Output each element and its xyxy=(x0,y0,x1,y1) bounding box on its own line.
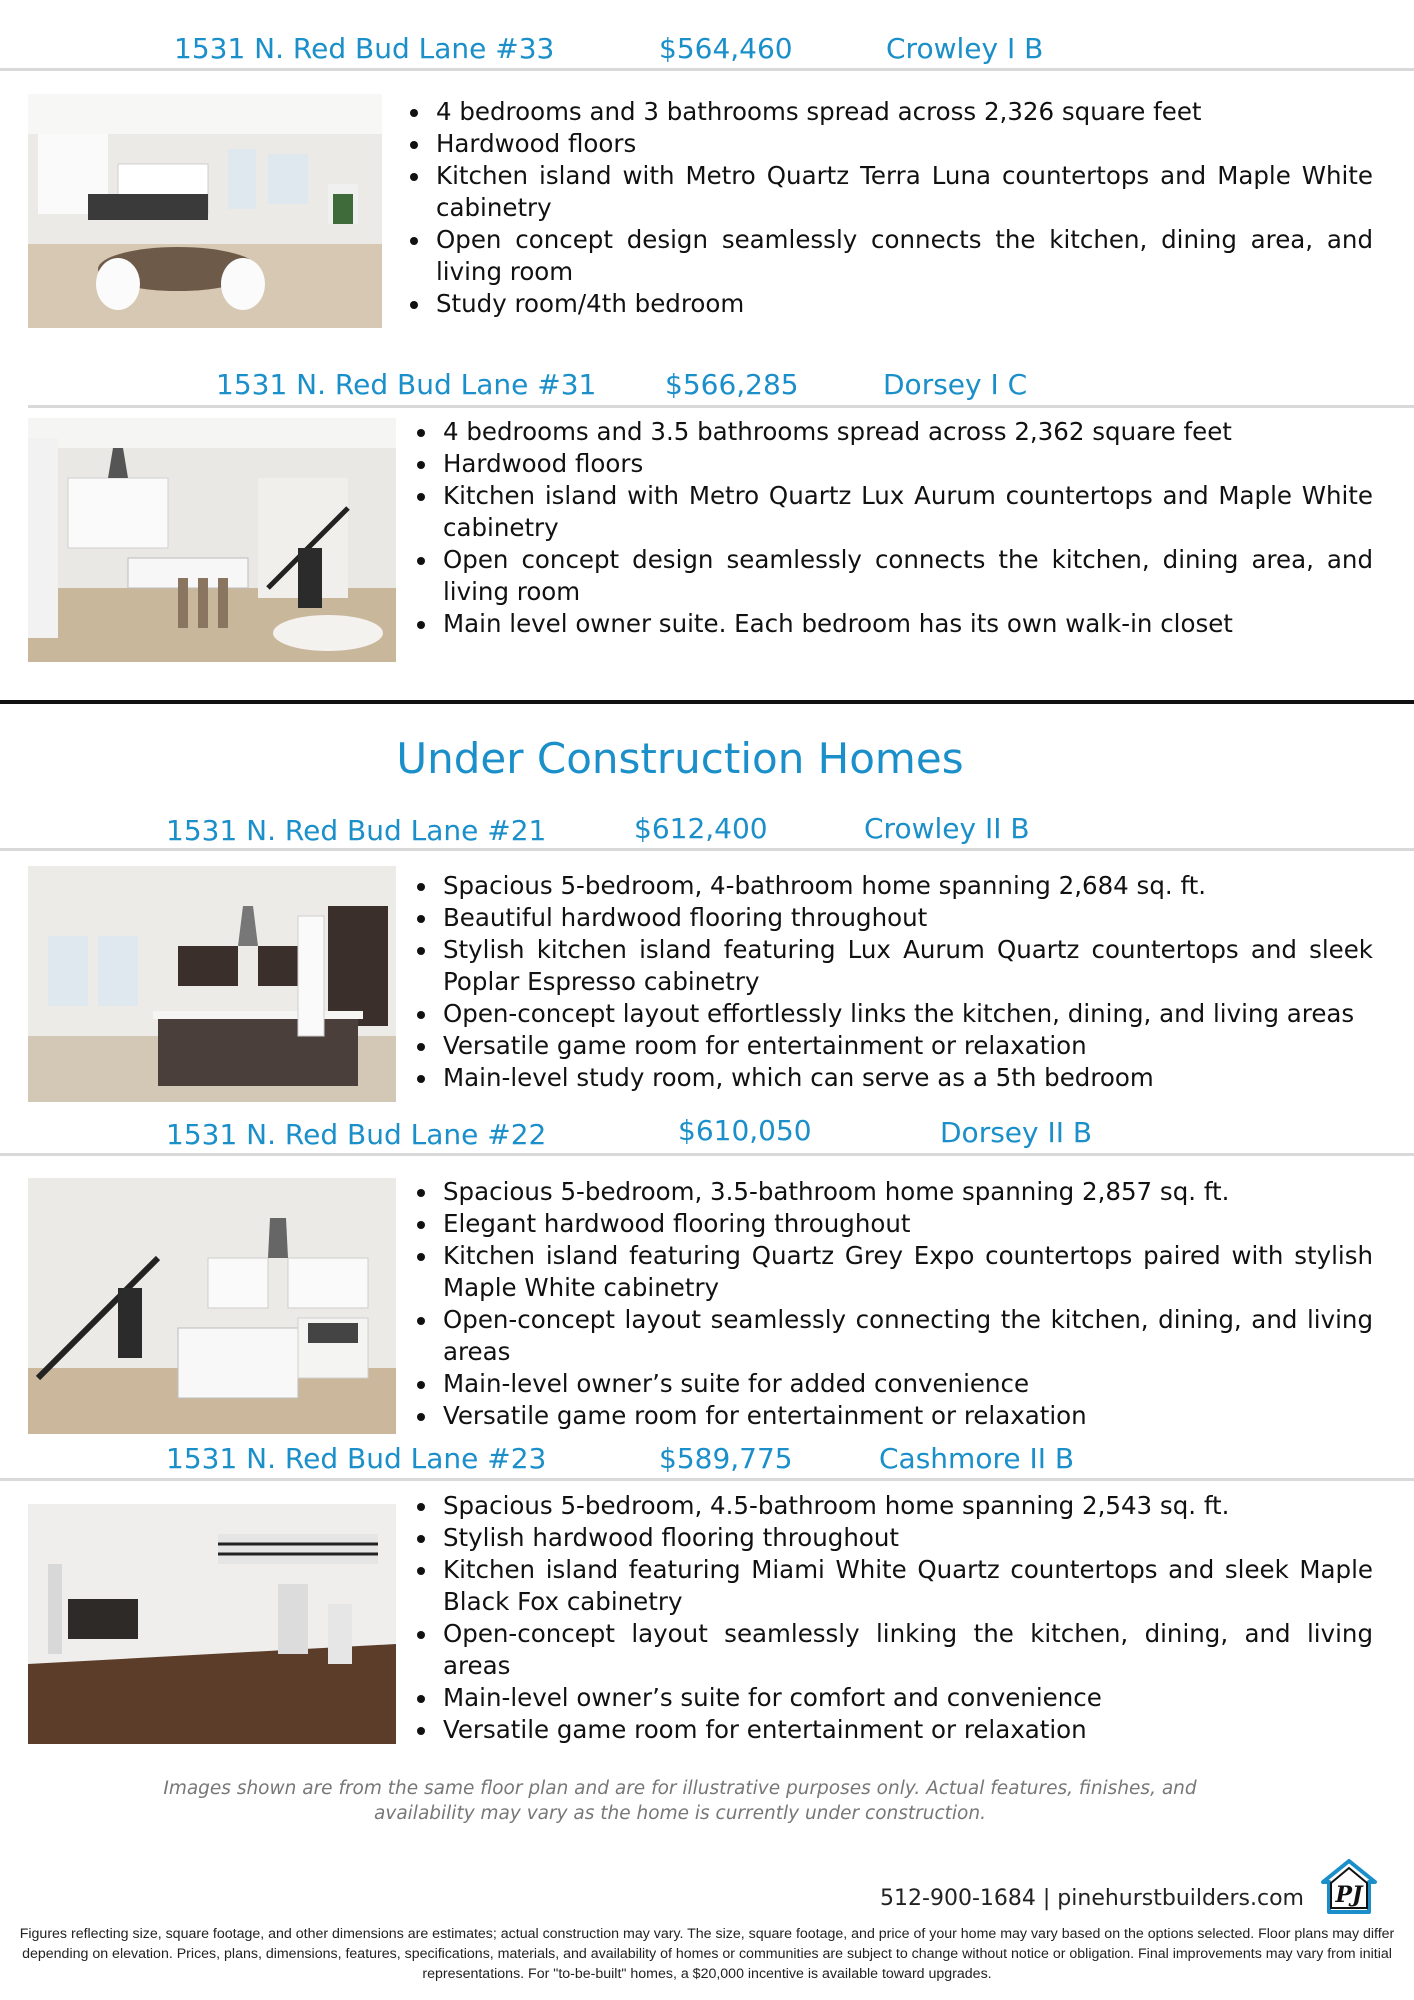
home-photo xyxy=(28,94,382,328)
listing-price: $566,285 xyxy=(665,368,799,401)
feature-item: Main-level owner’s suite for comfort and convenience xyxy=(413,1682,1373,1714)
feature-list xyxy=(413,870,1373,1094)
listing-plan: Crowley II B xyxy=(864,812,1030,845)
contact-info: 512-900-1684 | pinehurstbuilders.com xyxy=(880,1886,1304,1911)
feature-item: Versatile game room for entertainment or relaxation xyxy=(413,1030,1373,1062)
feature-item: Beautiful hardwood flooring throughout xyxy=(413,902,1373,934)
listing-plan: Crowley I B xyxy=(886,32,1044,65)
feature-item: Main-level owner’s suite for added convenience xyxy=(413,1368,1373,1400)
feature-item: Versatile game room for entertainment or relaxation xyxy=(413,1400,1373,1432)
feature-item: Open-concept layout seamlessly connecting the kitchen, dining, and living areas xyxy=(413,1304,1373,1368)
feature-item: Study room/4th bedroom xyxy=(406,288,1373,320)
listing-address: 1531 N. Red Bud Lane #23 xyxy=(166,1442,547,1475)
listing-address: 1531 N. Red Bud Lane #33 xyxy=(174,32,555,65)
listing-price: $610,050 xyxy=(678,1114,812,1147)
listing-address: 1531 N. Red Bud Lane #31 xyxy=(216,368,597,401)
home-photo xyxy=(28,866,396,1102)
logo-text: PJ xyxy=(1335,1882,1363,1908)
image-disclaimer: Images shown are from the same floor plan and are for illustrative purposes only. Actual features, finishes, and availability may vary as the home is currently under construction. xyxy=(163,1778,1197,1824)
feature-item: Stylish hardwood flooring throughout xyxy=(413,1522,1373,1554)
listing-address: 1531 N. Red Bud Lane #22 xyxy=(166,1118,547,1151)
feature-item: Kitchen island with Metro Quartz Lux Aurum countertops and Maple White cabinetry xyxy=(413,480,1373,544)
divider xyxy=(0,68,1414,71)
divider xyxy=(0,848,1414,851)
feature-item: Main-level study room, which can serve as a 5th bedroom xyxy=(413,1062,1373,1094)
feature-item: Kitchen island featuring Quartz Grey Expo countertops paired with stylish Maple White cabinetry xyxy=(413,1240,1373,1304)
feature-item: Versatile game room for entertainment or relaxation xyxy=(413,1714,1373,1746)
feature-item: Open-concept layout seamlessly linking the kitchen, dining, and living areas xyxy=(413,1618,1373,1682)
feature-list xyxy=(413,1176,1373,1432)
listing-plan: Cashmore II B xyxy=(879,1442,1075,1475)
feature-item: Kitchen island with Metro Quartz Terra Luna countertops and Maple White cabinetry xyxy=(406,160,1373,224)
home-photo xyxy=(28,1178,396,1434)
feature-list xyxy=(406,96,1373,320)
feature-item: 4 bedrooms and 3.5 bathrooms spread across 2,362 square feet xyxy=(413,416,1373,448)
listing-price: $589,775 xyxy=(659,1442,793,1475)
listing-plan: Dorsey I C xyxy=(883,368,1028,401)
listing-price: $612,400 xyxy=(634,812,768,845)
feature-item: Stylish kitchen island featuring Lux Aurum Quartz countertops and sleek Poplar Espresso cabinetry xyxy=(413,934,1373,998)
feature-list xyxy=(413,416,1373,640)
feature-item: Spacious 5-bedroom, 4.5-bathroom home spanning 2,543 sq. ft. xyxy=(413,1490,1373,1522)
feature-item: 4 bedrooms and 3 bathrooms spread across 2,326 square feet xyxy=(406,96,1373,128)
divider xyxy=(0,1153,1414,1156)
section-title: Under Construction Homes xyxy=(396,734,964,783)
listing-price: $564,460 xyxy=(659,32,793,65)
legal-fine-print: Figures reflecting size, square footage, and other dimensions are estimates; actual construction may vary. The size, square footage, and price of your home may vary based on the options selected. Floor plans may differ depending on elevation. Prices, plans, dimensions, features, specifications, materials, and availability of homes or communities are subject to change without notice or obligation. Final improvements may vary from initial representations. For "to-be-built" homes, a $20,000 incentive is available toward upgrades. xyxy=(19,1926,1395,1982)
feature-item: Hardwood floors xyxy=(406,128,1373,160)
feature-item: Open-concept layout effortlessly links the kitchen, dining, and living areas xyxy=(413,998,1373,1030)
feature-item: Spacious 5-bedroom, 4-bathroom home spanning 2,684 sq. ft. xyxy=(413,870,1373,902)
company-logo xyxy=(1320,1858,1378,1916)
feature-item: Open concept design seamlessly connects the kitchen, dining area, and living room xyxy=(413,544,1373,608)
listing-plan: Dorsey II B xyxy=(940,1116,1093,1149)
feature-item: Spacious 5-bedroom, 3.5-bathroom home spanning 2,857 sq. ft. xyxy=(413,1176,1373,1208)
divider xyxy=(28,405,1414,408)
feature-item: Open concept design seamlessly connects the kitchen, dining area, and living room xyxy=(406,224,1373,288)
feature-item: Kitchen island featuring Miami White Quartz countertops and sleek Maple Black Fox cabinetry xyxy=(413,1554,1373,1618)
feature-item: Hardwood floors xyxy=(413,448,1373,480)
listing-address: 1531 N. Red Bud Lane #21 xyxy=(166,814,547,847)
feature-list xyxy=(413,1490,1373,1746)
home-photo xyxy=(28,1504,396,1744)
feature-item: Elegant hardwood flooring throughout xyxy=(413,1208,1373,1240)
feature-item: Main level owner suite. Each bedroom has its own walk-in closet xyxy=(413,608,1373,640)
divider xyxy=(0,1478,1414,1481)
home-photo xyxy=(28,418,396,662)
section-divider xyxy=(0,700,1414,704)
